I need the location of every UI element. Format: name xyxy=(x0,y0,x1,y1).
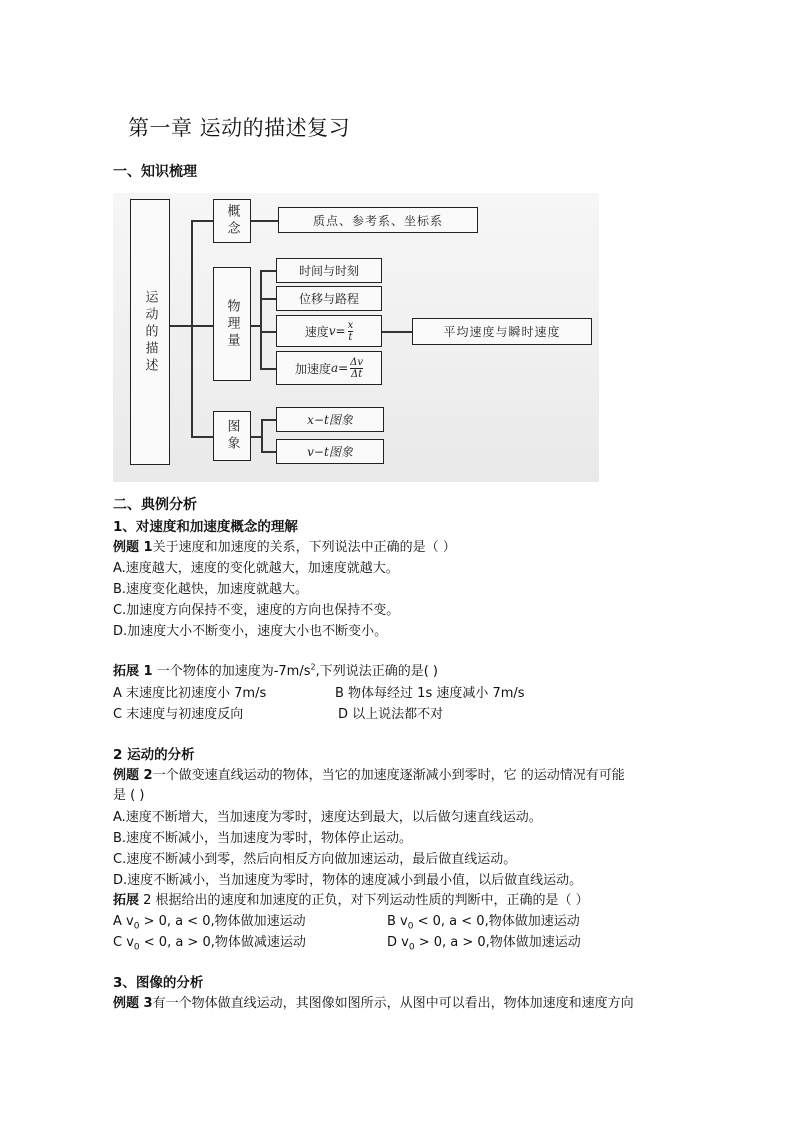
extension-2-label: 拓展 xyxy=(113,893,140,908)
diagram-concept-item: 质点、参考系、坐标系 xyxy=(278,207,478,233)
example-1-label: 例题 1 xyxy=(113,540,153,555)
example-1-option-d: D.加速度大小不断变小，速度大小也不断变小。 xyxy=(113,624,388,639)
accel-fraction xyxy=(350,357,363,380)
section-heading-knowledge: 一、知识梳理 xyxy=(113,164,197,180)
example-2-option-b: B.速度不断减小，当加速度为零时，物体停止运动。 xyxy=(113,831,413,846)
connector xyxy=(260,368,276,370)
connector xyxy=(261,419,263,451)
diagram-quantity-acceleration: 加速度 a = $\frac{\Delta v}{\Delta t}$ xyxy=(276,351,382,385)
diagram-graph-xt: x−t图象 xyxy=(276,407,384,432)
extension-1-text-b: ,下列说法正确的是( ) xyxy=(315,664,439,679)
diagram-quantity-velocity: 速度 v = $\frac{x}{t}$ xyxy=(276,315,382,347)
section-heading-examples: 二、典例分析 xyxy=(113,497,197,513)
diagram-quantity-displacement: 位移与路程 xyxy=(276,286,382,311)
connector xyxy=(260,331,276,333)
knowledge-map-diagram xyxy=(113,193,599,482)
connector xyxy=(251,220,278,222)
connector xyxy=(191,325,213,327)
example-2-option-c: C.速度不断减小到零，然后向相反方向做加速运动，最后做直线运动。 xyxy=(113,852,517,867)
example-1-option-a: A.速度越大，速度的变化就越大，加速度就越大。 xyxy=(113,561,399,576)
connector xyxy=(261,419,276,421)
extension-1-label: 拓展 1 xyxy=(113,664,153,679)
example-3-question xyxy=(113,992,634,1011)
connector xyxy=(260,298,276,300)
velocity-label: 速度 xyxy=(304,324,329,339)
extension-2-options-row-1 xyxy=(113,910,580,932)
example-2-question-line-1 xyxy=(113,764,625,783)
connector xyxy=(260,270,276,272)
example-1-question xyxy=(113,536,456,555)
extension-1-text-a: 一个物体的加速度为-7m/s xyxy=(152,664,311,679)
example-2-text-1: 一个做变速直线运动的物体，当它的加速度逐渐减小到零时，它 的运动情况有可能 xyxy=(152,768,625,783)
extension-1-sup: 2 xyxy=(310,662,316,672)
connector xyxy=(191,220,193,436)
diagram-root-box: 运动的描述 xyxy=(130,199,170,465)
connector xyxy=(261,451,276,453)
connector xyxy=(191,436,213,438)
example-1-option-b: B.速度变化越快，加速度就越大。 xyxy=(113,582,309,597)
accel-denominator: Δt xyxy=(350,368,363,380)
extension-1-question xyxy=(113,660,438,679)
page-title: 第一章 运动的描述复习 xyxy=(128,116,351,140)
example-3-text: 有一个物体做直线运动，其图像如图所示，从图中可以看出，物体加速度和速度方向 xyxy=(152,996,634,1011)
subsection-heading-1: 1、对速度和加速度概念的理解 xyxy=(113,519,298,535)
connector xyxy=(260,270,262,368)
diagram-concept-box: 概念 xyxy=(213,199,251,243)
extension-1-option-b: B 物体每经过 1s 速度减小 7m/s xyxy=(335,686,525,701)
extension-2-options-row-2 xyxy=(113,931,581,953)
extension-2-option-b: B $v_0 < 0$, a < 0,物体做加速运动 xyxy=(387,914,580,932)
velocity-var: v xyxy=(328,324,336,338)
velocity-denominator: t xyxy=(348,331,353,343)
extension-2-question xyxy=(113,889,589,908)
velocity-fraction xyxy=(348,320,354,343)
example-1-option-c: C.加速度方向保持不变，速度的方向也保持不变。 xyxy=(113,603,400,618)
example-2-option-d: D.速度不断减小，当加速度为零时，物体的速度减小到最小值，以后做直线运动。 xyxy=(113,873,583,888)
diagram-quantity-box: 物理量 xyxy=(213,267,251,381)
extension-1-option-c: C 末速度与初速度反向 xyxy=(113,707,244,722)
connector xyxy=(170,325,191,327)
example-2-question-line-2: 是 ( ) xyxy=(113,788,145,803)
extension-2-option-c: C $v_0 < 0$, a > 0,物体做减速运动 xyxy=(113,935,306,953)
example-2-option-a: A.速度不断增大，当加速度为零时，速度达到最大，以后做匀速直线运动。 xyxy=(113,810,542,825)
accel-var: a xyxy=(330,361,339,375)
connector xyxy=(251,436,261,438)
velocity-numerator: x xyxy=(347,319,354,331)
connector xyxy=(251,325,260,327)
example-1-text: 关于速度和加速度的关系，下列说法中正确的是（ ） xyxy=(152,540,456,555)
diagram-velocity-extra: 平均速度与瞬时速度 xyxy=(412,318,592,345)
subsection-heading-3: 3、图像的分析 xyxy=(113,975,204,991)
connector xyxy=(191,220,213,222)
extension-1-option-d: D 以上说法都不对 xyxy=(338,707,444,722)
example-2-label: 例题 2 xyxy=(113,768,153,783)
diagram-graph-vt: v−t图象 xyxy=(276,439,384,464)
example-3-label: 例题 3 xyxy=(113,996,153,1011)
extension-1-option-a: A 末速度比初速度小 7m/s xyxy=(113,686,267,701)
extension-2-text: 2 根据给出的速度和加速度的正负，对下列运动性质的判断中，正确的是（ ） xyxy=(139,893,589,908)
connector xyxy=(382,331,412,333)
extension-2-option-d: D $v_0 > 0$, a > 0,物体做加速运动 xyxy=(387,935,581,953)
accel-label: 加速度 xyxy=(294,361,331,376)
extension-2-option-a: A $v_0 > 0$, a < 0,物体做加速运动 xyxy=(113,914,306,932)
diagram-quantity-time: 时间与时刻 xyxy=(276,258,382,283)
diagram-graph-box: 图象 xyxy=(213,411,251,461)
accel-numerator: Δv xyxy=(350,356,364,368)
extension-1-options-row-2 xyxy=(113,703,444,722)
extension-1-options-row-1 xyxy=(113,682,525,701)
subsection-heading-2: 2 运动的分析 xyxy=(113,747,195,763)
